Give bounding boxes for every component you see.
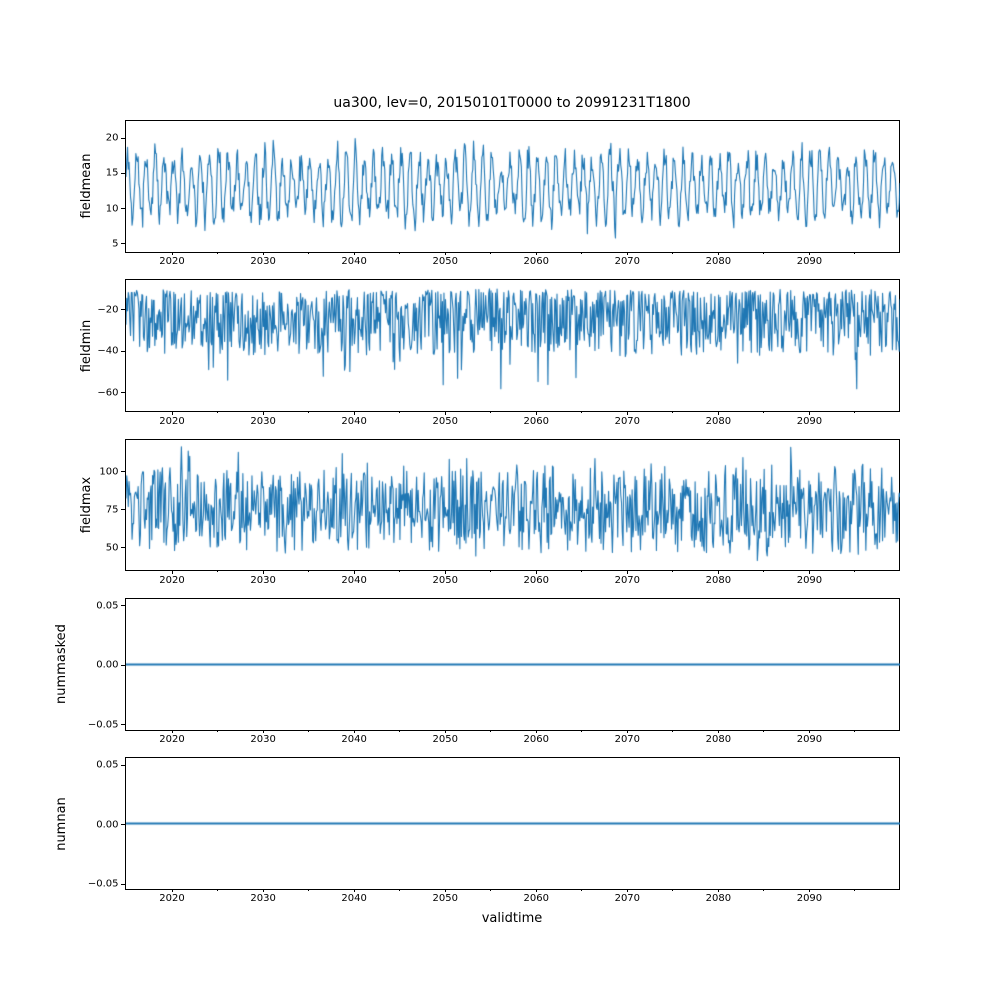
- y-tick-label: 20: [105, 132, 119, 144]
- x-minor-tick: [581, 889, 582, 891]
- x-tick-label: 2060: [523, 574, 549, 586]
- y-tick-label: 10: [105, 203, 119, 215]
- x-tick: [718, 411, 719, 415]
- x-tick-label: 2090: [796, 574, 823, 586]
- x-minor-tick: [581, 252, 582, 254]
- x-minor-tick: [217, 411, 218, 413]
- y-tick: [121, 243, 125, 244]
- x-minor-tick: [854, 570, 855, 572]
- y-tick: [121, 884, 125, 885]
- x-minor-tick: [399, 889, 400, 891]
- x-tick: [263, 889, 264, 893]
- x-minor-tick: [399, 252, 400, 254]
- x-tick: [172, 252, 173, 256]
- numnan-series-canvas: [126, 758, 900, 889]
- subplot-nummasked: [87, 598, 901, 746]
- x-tick-label: 2030: [250, 734, 276, 746]
- y-tick: [121, 138, 125, 139]
- x-tick: [627, 570, 628, 574]
- y-tick: [121, 351, 125, 352]
- y-tick: [121, 724, 125, 725]
- x-minor-tick: [308, 730, 309, 732]
- x-minor-tick: [217, 570, 218, 572]
- x-tick: [536, 411, 537, 415]
- x-tick: [172, 889, 173, 893]
- y-tick: [121, 665, 125, 666]
- x-tick-label: 2080: [705, 256, 732, 268]
- x-tick-label: 2020: [159, 256, 185, 268]
- fieldmax-series-canvas: [126, 440, 900, 571]
- x-tick: [536, 570, 537, 574]
- x-tick: [809, 252, 810, 256]
- x-minor-tick: [672, 411, 673, 413]
- x-tick: [263, 570, 264, 574]
- numnan-y-axis-label: numnan: [54, 796, 69, 851]
- x-tick-label: 2040: [341, 415, 367, 427]
- x-tick-label: 2090: [796, 256, 823, 268]
- x-minor-tick: [490, 889, 491, 891]
- subplot-fieldmean: [105, 120, 901, 268]
- y-tick: [121, 173, 125, 174]
- subplot-fieldmax: [99, 439, 901, 586]
- x-tick-label: 2080: [705, 734, 732, 746]
- x-minor-tick: [217, 730, 218, 732]
- x-tick-label: 2040: [341, 256, 367, 268]
- x-tick-label: 2020: [159, 415, 185, 427]
- x-tick: [536, 730, 537, 734]
- x-tick-label: 2060: [523, 893, 549, 905]
- x-tick-label: 2020: [159, 574, 185, 586]
- x-tick-label: 2080: [705, 574, 732, 586]
- x-tick-label: 2070: [614, 893, 641, 905]
- y-tick: [121, 392, 125, 393]
- figure-title: ua300, lev=0, 20150101T0000 to 20991231T1800: [333, 95, 691, 111]
- x-tick-label: 2020: [159, 893, 185, 905]
- x-minor-tick: [399, 570, 400, 572]
- x-minor-tick: [399, 411, 400, 413]
- x-minor-tick: [581, 411, 582, 413]
- y-tick: [121, 471, 125, 472]
- x-minor-tick: [763, 411, 764, 413]
- x-tick: [354, 730, 355, 734]
- y-tick-label: −20: [97, 304, 119, 316]
- x-tick-label: 2070: [614, 256, 641, 268]
- y-tick: [121, 309, 125, 310]
- x-tick-label: 2040: [341, 893, 367, 905]
- x-minor-tick: [672, 730, 673, 732]
- y-tick-label: −0.05: [87, 719, 119, 731]
- x-tick-label: 2050: [432, 256, 458, 268]
- y-tick-label: 100: [99, 466, 119, 478]
- nummasked-y-axis-label: nummasked: [54, 624, 69, 705]
- x-tick-label: 2080: [705, 415, 732, 427]
- x-tick: [809, 730, 810, 734]
- x-tick-label: 2050: [432, 893, 458, 905]
- x-minor-tick: [490, 411, 491, 413]
- x-minor-tick: [308, 889, 309, 891]
- x-tick: [172, 570, 173, 574]
- x-tick-label: 2040: [341, 574, 367, 586]
- fieldmin-series-canvas: [126, 280, 900, 411]
- x-tick: [809, 570, 810, 574]
- y-tick-label: 50: [105, 542, 119, 554]
- y-tick-label: 0.00: [96, 659, 119, 671]
- x-tick-label: 2070: [614, 415, 641, 427]
- x-tick-label: 2050: [432, 574, 458, 586]
- y-tick: [121, 547, 125, 548]
- fieldmean-series-canvas: [126, 121, 900, 252]
- x-tick-label: 2040: [341, 734, 367, 746]
- x-tick: [263, 730, 264, 734]
- x-tick-label: 2070: [614, 734, 641, 746]
- y-tick-label: −0.05: [87, 878, 119, 890]
- x-tick: [809, 889, 810, 893]
- subplot-fieldmin: [97, 279, 901, 427]
- x-tick: [172, 411, 173, 415]
- x-tick: [627, 252, 628, 256]
- y-tick-label: 0.00: [96, 819, 119, 831]
- x-tick: [536, 252, 537, 256]
- x-tick: [536, 889, 537, 893]
- x-minor-tick: [581, 730, 582, 732]
- y-tick-label: 15: [105, 167, 119, 179]
- x-tick-label: 2050: [432, 734, 458, 746]
- x-minor-tick: [672, 889, 673, 891]
- x-tick-label: 2090: [796, 415, 823, 427]
- x-tick-label: 2060: [523, 256, 549, 268]
- x-minor-tick: [854, 252, 855, 254]
- fieldmin-y-axis-label: fieldmin: [79, 319, 94, 372]
- y-tick: [121, 765, 125, 766]
- x-tick: [445, 730, 446, 734]
- x-minor-tick: [308, 252, 309, 254]
- y-tick: [121, 824, 125, 825]
- x-tick-label: 2030: [250, 893, 276, 905]
- x-tick-label: 2070: [614, 574, 641, 586]
- x-tick: [718, 889, 719, 893]
- subplot-numnan: [87, 757, 901, 905]
- y-tick: [121, 509, 125, 510]
- x-tick-label: 2030: [250, 415, 276, 427]
- x-minor-tick: [672, 570, 673, 572]
- x-tick-label: 2060: [523, 415, 549, 427]
- x-tick: [809, 411, 810, 415]
- x-minor-tick: [854, 411, 855, 413]
- fieldmax-y-axis-label: fieldmax: [79, 476, 94, 534]
- x-tick-label: 2090: [796, 893, 823, 905]
- x-minor-tick: [854, 730, 855, 732]
- x-tick-label: 2030: [250, 574, 276, 586]
- x-tick-label: 2050: [432, 415, 458, 427]
- x-tick-label: 2060: [523, 734, 549, 746]
- x-tick: [627, 411, 628, 415]
- y-tick-label: 75: [105, 504, 119, 516]
- x-tick: [263, 411, 264, 415]
- x-minor-tick: [490, 570, 491, 572]
- x-tick: [445, 570, 446, 574]
- x-tick: [354, 252, 355, 256]
- x-tick: [627, 730, 628, 734]
- x-tick-label: 2080: [705, 893, 732, 905]
- x-tick-label: 2030: [250, 256, 276, 268]
- x-minor-tick: [672, 252, 673, 254]
- x-tick: [354, 889, 355, 893]
- x-tick: [172, 730, 173, 734]
- x-minor-tick: [854, 889, 855, 891]
- x-minor-tick: [490, 252, 491, 254]
- y-tick-label: 0.05: [96, 759, 119, 771]
- y-tick-label: 5: [112, 238, 119, 250]
- x-minor-tick: [763, 889, 764, 891]
- x-tick-label: 2090: [796, 734, 823, 746]
- x-minor-tick: [763, 570, 764, 572]
- x-minor-tick: [399, 730, 400, 732]
- y-tick-label: −60: [97, 387, 119, 399]
- x-minor-tick: [308, 411, 309, 413]
- y-tick-label: −40: [97, 345, 119, 357]
- x-minor-tick: [490, 730, 491, 732]
- x-minor-tick: [763, 252, 764, 254]
- x-tick: [445, 889, 446, 893]
- nummasked-series-canvas: [126, 599, 900, 730]
- fieldmean-y-axis-label: fieldmean: [79, 153, 94, 219]
- x-tick: [718, 570, 719, 574]
- x-tick: [718, 730, 719, 734]
- x-tick: [445, 411, 446, 415]
- x-axis-label: validtime: [481, 911, 543, 926]
- x-tick: [627, 889, 628, 893]
- x-minor-tick: [217, 889, 218, 891]
- x-tick: [263, 252, 264, 256]
- x-minor-tick: [581, 570, 582, 572]
- x-tick: [354, 570, 355, 574]
- x-minor-tick: [308, 570, 309, 572]
- x-tick: [718, 252, 719, 256]
- y-tick: [121, 605, 125, 606]
- x-tick: [445, 252, 446, 256]
- x-minor-tick: [217, 252, 218, 254]
- y-tick: [121, 208, 125, 209]
- x-tick: [354, 411, 355, 415]
- x-tick-label: 2020: [159, 734, 185, 746]
- y-tick-label: 0.05: [96, 600, 119, 612]
- x-minor-tick: [763, 730, 764, 732]
